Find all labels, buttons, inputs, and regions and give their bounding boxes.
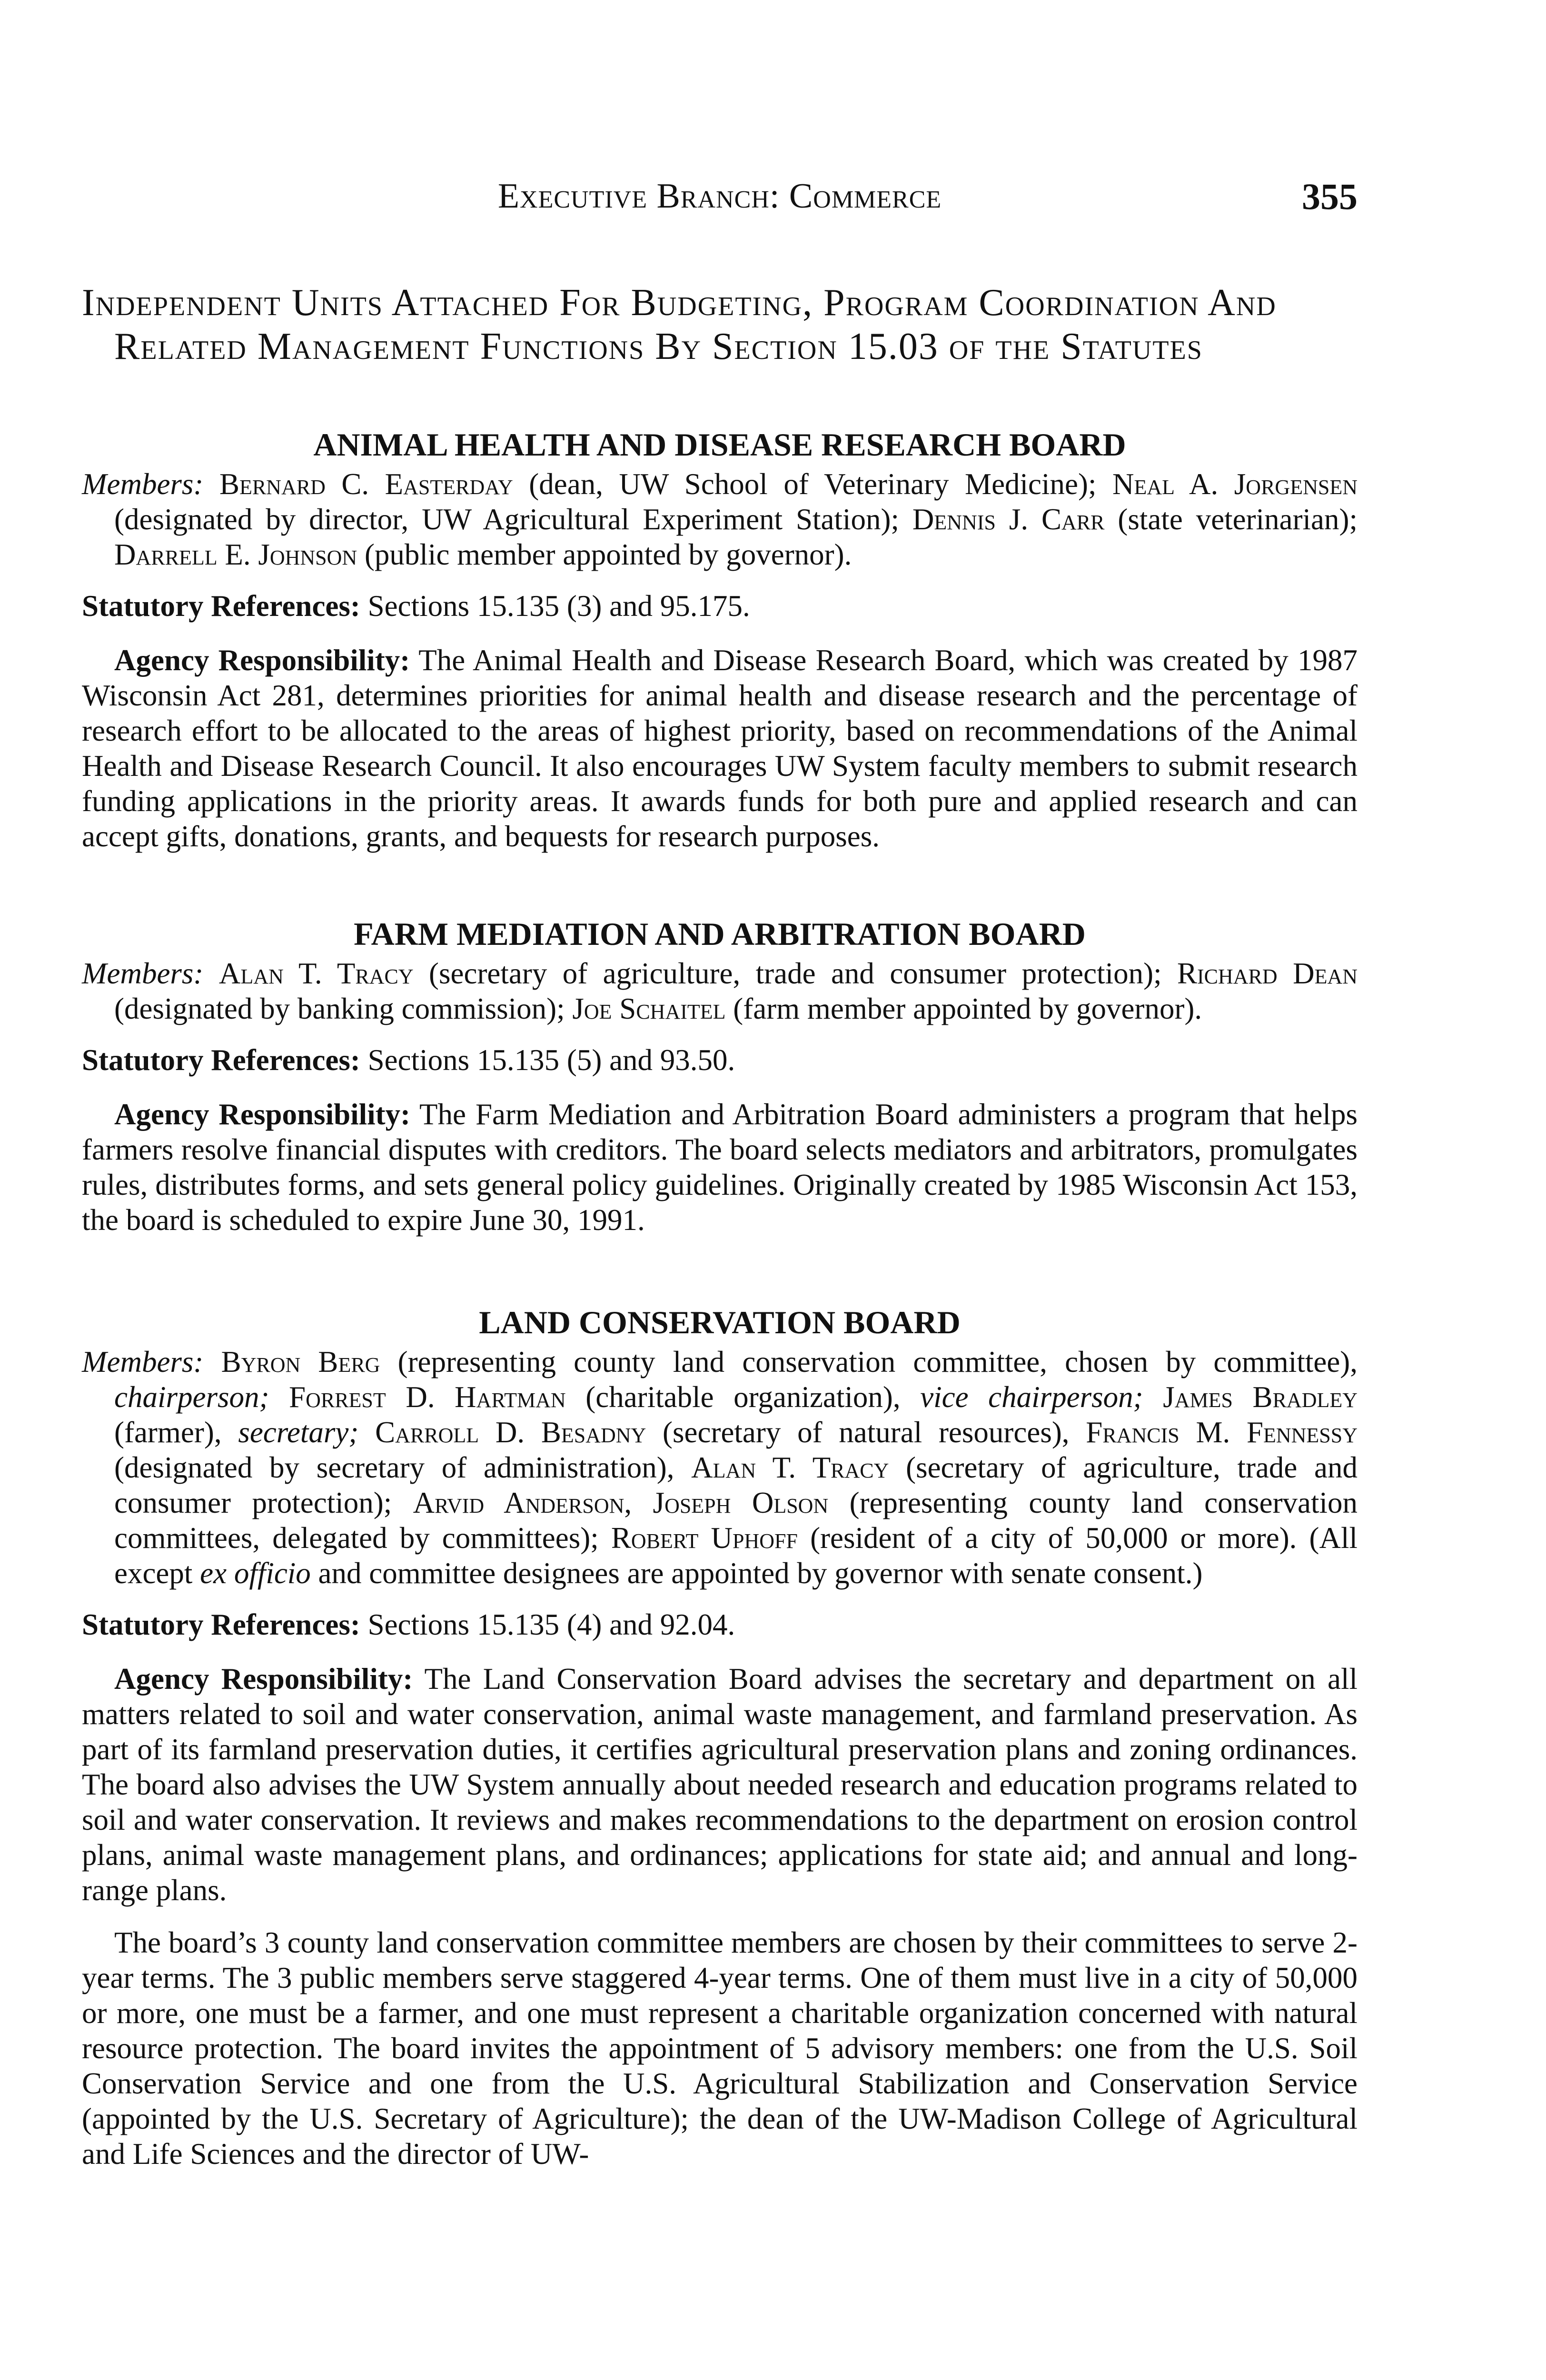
member-role: (secretary of agriculture, trade and consumer protection); [114,1451,1358,1519]
members-label: Members: [82,957,204,990]
member-name: Dennis J. Carr [912,503,1105,536]
ex-officio-term: ex officio [200,1557,311,1590]
member-role: (designated by secretary of administration), [114,1451,692,1484]
agency-responsibility [82,643,1358,854]
agency-responsibility [82,1097,1358,1238]
member-name: Richard Dean [1177,957,1358,990]
members-paragraph [82,1344,1358,1591]
resp-label: Agency Responsibility: [114,1662,413,1696]
resp-text: The Farm Mediation and Arbitration Board administers a program that helps farmers resolve financial disputes with creditors. The board selects mediators and arbitrators, promulgates rules, distributes forms, and sets general policy guidelines. Originally created by 1985 Wisconsin Act 153, the board is scheduled to expire June 30, 1991. [82,1098,1358,1237]
member-name: Robert Uphoff [611,1521,798,1555]
member-name: Carroll D. Besadny [375,1416,646,1449]
member-name: Joe Schaitel [572,992,726,1025]
member-name: Arvid Anderson [413,1486,624,1519]
refs-label: Statutory References: [82,1043,360,1077]
member-name: Alan T. Tracy [218,957,414,990]
member-role: (representing county land conservation committees, delegated by committees); [114,1486,1358,1555]
board-title: LAND CONSERVATION BOARD [479,1304,961,1340]
member-name: Darrell E. Johnson [114,538,357,571]
member-name: Francis M. Fennessy [1086,1416,1358,1449]
member-role: (resident of a city of 50,000 or more). (All except [114,1521,1358,1590]
resp-label: Agency Responsibility: [114,644,410,677]
resp-text: The Animal Health and Disease Research Board, which was created by 1987 Wisconsin Act 281, determines priorities for animal health and disease research and the percentage of research effort to be allocated to the areas of highest priority, based on recommendations of the Animal Health and Disease Research Council. It also encourages UW System faculty members to submit research funding applications in the priority areas. It awards funds for both pure and applied research and can accept gifts, donations, grants, and bequests for research purposes. [82,644,1358,853]
member-name: Byron Berg [221,1345,380,1378]
board-title: FARM MEDIATION AND ARBITRATION BOARD [354,916,1086,952]
member-role: (secretary of natural resources), [646,1416,1086,1449]
member-name: Forrest D. Hartman [289,1380,566,1414]
member-role: (farm member appointed by governor). [725,992,1202,1025]
statutory-references [82,1042,1358,1078]
members-label: Members: [82,1345,204,1378]
board-section-farm-mediation [82,915,1358,1238]
resp-text: The Land Conservation Board advises the secretary and department on all matters related to soil and water conservation, animal waste management, and farmland preservation. As part of its farmland preservation duties, it certifies agricultural preservation plans and zoning ordinances. The board also advises the UW System annually about needed research and education programs related to soil and water conservation. It reviews and makes recommendations to the department on erosion control plans, animal waste management plans, and ordinances; applications for state aid; and annual and long-range plans. [82,1662,1358,1907]
refs-text: Sections 15.135 (4) and 92.04. [360,1608,735,1641]
member-role: , [624,1486,653,1519]
refs-label: Statutory References: [82,589,360,623]
member-role: (designated by director, UW Agricultural Experiment Station); [114,503,912,536]
member-role: (farmer), [114,1416,238,1449]
member-role: (charitable organization), [565,1380,921,1414]
board-title: ANIMAL HEALTH AND DISEASE RESEARCH BOARD [313,426,1126,463]
document-page [82,157,1358,2172]
board-section-animal-health [82,426,1358,854]
member-role: (secretary of agriculture, trade and consumer protection); [413,957,1177,990]
member-role: (public member appointed by governor). [357,538,852,571]
members-label: Members: [82,467,204,501]
body-paragraph: The board’s 3 county land conservation committee members are chosen by their committees to serve 2-year terms. The 3 public members serve staggered 4-year terms. One of them must live in a city of 50,000 or more, one must be a farmer, and one must represent a charitable organization concerned with natural resource protection. The board invites the appointment of 5 advisory members: one from the U.S. Soil Conservation Service and one from the U.S. Agricultural Stabilization and Conservation Service (appointed by the U.S. Secretary of Agriculture); the dean of the UW-Madison College of Agricultural and Life Sciences and the director of UW- [82,1926,1358,2171]
member-office: secretary; [238,1416,359,1449]
member-name: Alan T. Tracy [691,1451,889,1484]
member-role: (dean, UW School of Veterinary Medicine); [513,467,1112,501]
member-role: (state veterinarian); [1104,503,1358,536]
member-name: James Bradley [1163,1380,1358,1414]
members-paragraph [82,466,1358,572]
board-section-land-conservation [82,1303,1358,2172]
member-name: Joseph Olson [653,1486,829,1519]
members-paragraph [82,956,1358,1026]
member-role: (representing county land conservation committee, chosen by committee), [380,1345,1358,1378]
member-role: and committee designees are appointed by governor with senate consent.) [310,1557,1203,1590]
part-title: Independent Units Attached For Budgeting, Program Coordination And Related Management Functions By Section 15.03 of the Statutes [82,282,1277,367]
page-number: 355 [1302,176,1358,217]
statutory-references [82,1607,1358,1642]
member-office: vice chairperson; [920,1380,1143,1414]
refs-label: Statutory References: [82,1608,360,1641]
member-role: (designated by banking commission); [114,992,573,1025]
resp-label: Agency Responsibility: [114,1098,411,1131]
running-head [82,157,1358,217]
member-office: chairperson; [114,1380,269,1414]
refs-text: Sections 15.135 (3) and 95.175. [360,589,750,623]
member-name: Bernard C. Easterday [219,467,513,501]
running-title: Executive Branch: Commerce [497,177,942,216]
member-name: Neal A. Jorgensen [1112,467,1358,501]
agency-responsibility [82,1661,1358,1908]
statutory-references [82,588,1358,624]
refs-text: Sections 15.135 (5) and 93.50. [360,1043,735,1077]
